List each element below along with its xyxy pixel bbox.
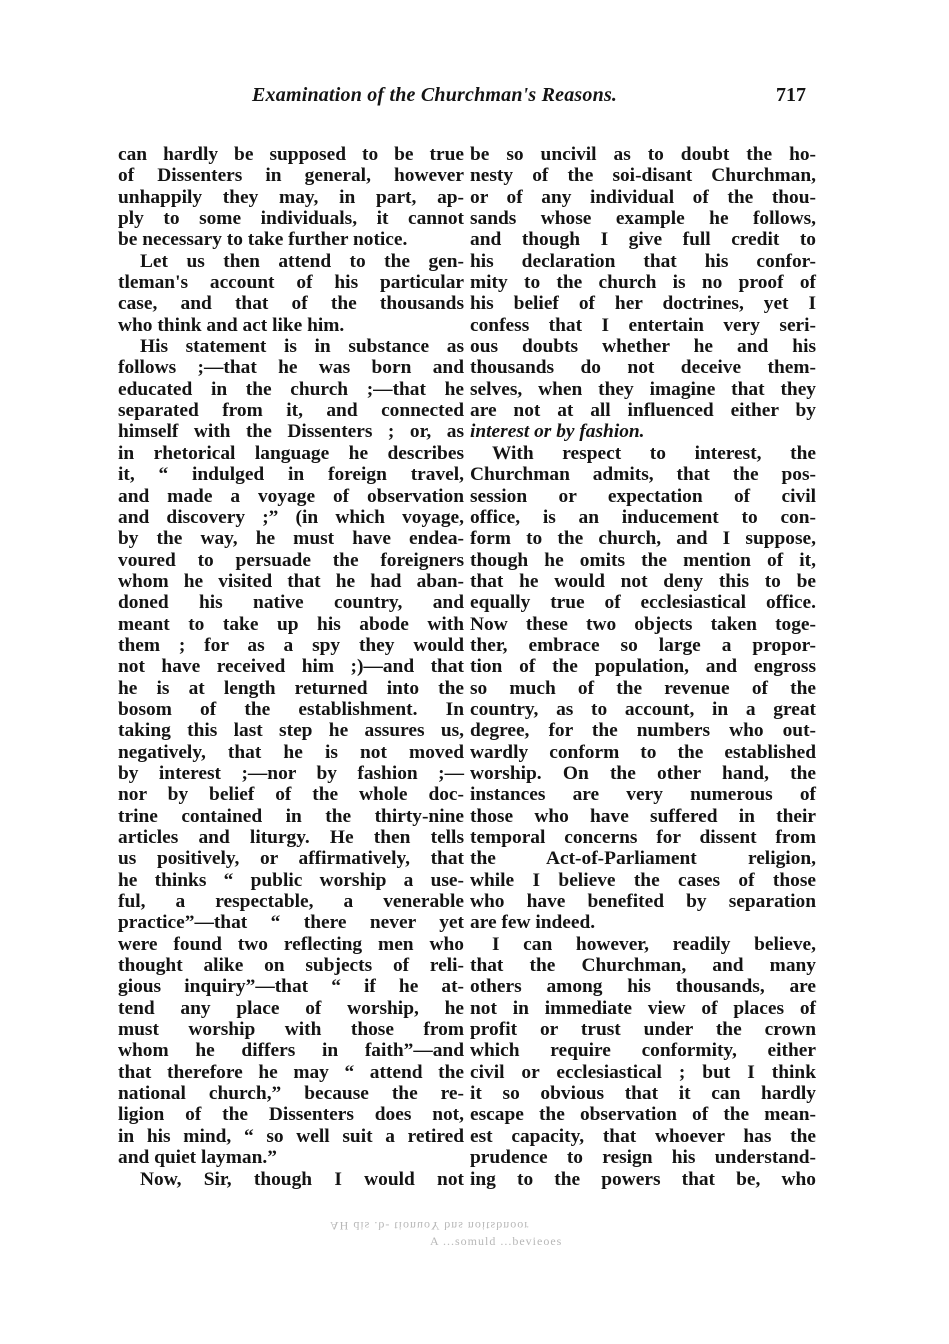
text-line: tleman's account of his particular <box>118 272 464 294</box>
text-line: tend any place of worship, he <box>118 997 464 1019</box>
text-line: unhappily they may, in part, ap- <box>118 186 464 208</box>
text-line: follows ;—that he was born and <box>118 357 464 379</box>
text-line: civil or ecclesiastical ; but I think <box>470 1061 816 1083</box>
text-line: est capacity, that whoever has the <box>470 1125 816 1147</box>
running-header <box>112 78 814 112</box>
text-line: or of any individual of the thou- <box>470 186 816 208</box>
text-line: it, “ indulged in foreign travel, <box>118 464 464 486</box>
text-line: nor by belief of the whole doc- <box>118 784 464 806</box>
text-line: articles and liturgy. He then tells <box>118 827 464 848</box>
text-line: are not at all influenced either by <box>470 400 816 422</box>
text-line: be so uncivil as to doubt the ho- <box>470 144 816 165</box>
text-line: his declaration that his confor- <box>470 250 816 272</box>
text-line: he is at length returned into the <box>118 677 464 699</box>
text-line: whom he differs in faith”—and <box>118 1040 464 1062</box>
text-line: negatively, that he is not moved <box>118 741 464 763</box>
text-line: selves, when they imagine that they <box>470 378 816 400</box>
text-line: temporal concerns for dissent from <box>470 827 816 848</box>
text-line: and made a voyage of observation <box>118 485 464 507</box>
show-through-text: A ...somuld ...bevieoes <box>430 1234 563 1248</box>
text-line: Now these two objects taken toge- <box>470 613 816 635</box>
paragraph-start: With respect to interest, the <box>492 442 816 464</box>
text-line: interest or by fashion. <box>470 421 645 443</box>
text-line: that the Churchman, and many <box>470 955 816 977</box>
text-line: nesty of the soi-disant Churchman, <box>470 165 816 187</box>
text-line: office, is an inducement to con- <box>470 506 816 528</box>
text-line: can hardly be supposed to be true <box>118 144 464 165</box>
text-line: that therefore he may “ attend the <box>118 1061 464 1083</box>
text-line: while I believe the cases of those <box>470 869 816 891</box>
text-line: he thinks “ public worship a use- <box>118 869 464 891</box>
text-line: ing to the powers that be, who <box>470 1168 816 1190</box>
text-line: who have benefited by separation <box>470 891 816 913</box>
text-line: ligion of the Dissenters does not, <box>118 1104 464 1126</box>
text-line: in rhetorical language he describes <box>118 442 464 464</box>
paragraph-start: His statement is in substance as <box>140 336 464 358</box>
text-line: be necessary to take further notice. <box>118 229 408 251</box>
text-line: who think and act like him. <box>118 314 345 336</box>
text-line: must worship with those from <box>118 1019 464 1041</box>
paragraph-start: Now, Sir, though I would not <box>140 1168 464 1190</box>
right-column <box>470 144 816 1190</box>
text-line: those who have suffered in their <box>470 805 816 827</box>
running-title: Examination of the Churchman's Reasons. <box>252 84 618 106</box>
text-line: prudence to resign his understand- <box>470 1147 816 1169</box>
paragraph-start: I can however, readily believe, <box>492 933 816 955</box>
text-line: his belief of her doctrines, yet I <box>470 293 816 315</box>
text-line: that he would not deny this to be <box>470 570 816 592</box>
text-line: the Act-of-Parliament religion, <box>470 848 816 870</box>
text-line: by the way, he must have endea- <box>118 528 464 550</box>
text-line: himself with the Dissenters ; or, as <box>118 421 464 443</box>
text-line: so much of the revenue of the <box>470 677 816 699</box>
text-line: degree, for the numbers who out- <box>470 720 816 742</box>
left-column <box>118 144 464 1190</box>
text-line: gious inquiry”—that “ if he at- <box>118 976 464 998</box>
text-line: doned his native country, and <box>118 592 464 614</box>
paragraph-start: Let us then attend to the gen- <box>140 250 464 272</box>
text-line: thought alike on subjects of reli- <box>118 955 464 977</box>
text-line: taking this last step he assures us, <box>118 720 464 742</box>
text-line: which require conformity, either <box>470 1040 816 1062</box>
text-line: are few indeed. <box>470 912 596 934</box>
text-line: ous doubts whether he and his <box>470 336 816 358</box>
text-line: confess that I entertain very seri- <box>470 314 816 336</box>
text-line: us positively, or affirmatively, that <box>118 848 464 870</box>
text-line: of Dissenters in general, however <box>118 165 464 187</box>
text-line: practice”—that “ there never yet <box>118 912 464 934</box>
text-line: though he omits the mention of it, <box>470 549 816 571</box>
page-number: 717 <box>776 84 806 106</box>
text-line: and though I give full credit to <box>470 229 816 251</box>
text-line: them ; for as a spy they would <box>118 634 464 656</box>
text-line: and quiet layman.” <box>118 1147 277 1169</box>
text-line: whom he visited that he had aban- <box>118 570 464 592</box>
text-line: bosom of the establishment. In <box>118 698 464 720</box>
text-line: case, and that of the thousands <box>118 293 464 315</box>
text-line: session or expectation of civil <box>470 485 816 507</box>
text-line: instances are very numerous of <box>470 784 816 806</box>
text-line: voured to persuade the foreigners <box>118 549 464 571</box>
text-line: tion of the population, and engross <box>470 656 816 678</box>
text-line: sands whose example he follows, <box>470 208 816 230</box>
text-line: it so obvious that it can hardly <box>470 1083 816 1105</box>
text-line: thousands do not deceive them- <box>470 357 816 379</box>
text-line: form to the church, and I suppose, <box>470 528 816 550</box>
text-line: were found two reflecting men who <box>118 933 464 955</box>
text-line: ful, a respectable, a venerable <box>118 891 464 913</box>
text-line: meant to take up his abode with <box>118 613 464 635</box>
text-line: educated in the church ;—that he <box>118 378 464 400</box>
text-line: country, as to account, in a great <box>470 698 816 720</box>
text-line: not in immediate view of places of <box>470 997 816 1019</box>
show-through-text: AH dis .b- tionuoY bns noitsbnoor <box>330 1219 530 1233</box>
text-line: worship. On the other hand, the <box>470 762 816 784</box>
text-line: and discovery ;” (in which voyage, <box>118 506 464 528</box>
text-line: ther, embrace so large a propor- <box>470 634 816 656</box>
text-line: ply to some individuals, it cannot <box>118 208 464 230</box>
text-line: equally true of ecclesiastical office. <box>470 592 816 614</box>
text-line: separated from it, and connected <box>118 400 464 422</box>
text-line: national church,” because the re- <box>118 1083 464 1105</box>
text-line: profit or trust under the crown <box>470 1019 816 1041</box>
text-line: by interest ;—nor by fashion ;— <box>118 762 464 784</box>
text-line: in his mind, “ so well suit a retired <box>118 1125 464 1147</box>
text-line: others among his thousands, are <box>470 976 816 998</box>
text-line: Churchman admits, that the pos- <box>470 464 816 486</box>
text-line: not have received him ;)—and that <box>118 656 464 678</box>
text-line: wardly conform to the established <box>470 741 816 763</box>
text-line: mity to the church is no proof of <box>470 272 816 294</box>
text-line: trine contained in the thirty-nine <box>118 805 464 827</box>
text-line: escape the observation of the mean- <box>470 1104 816 1126</box>
